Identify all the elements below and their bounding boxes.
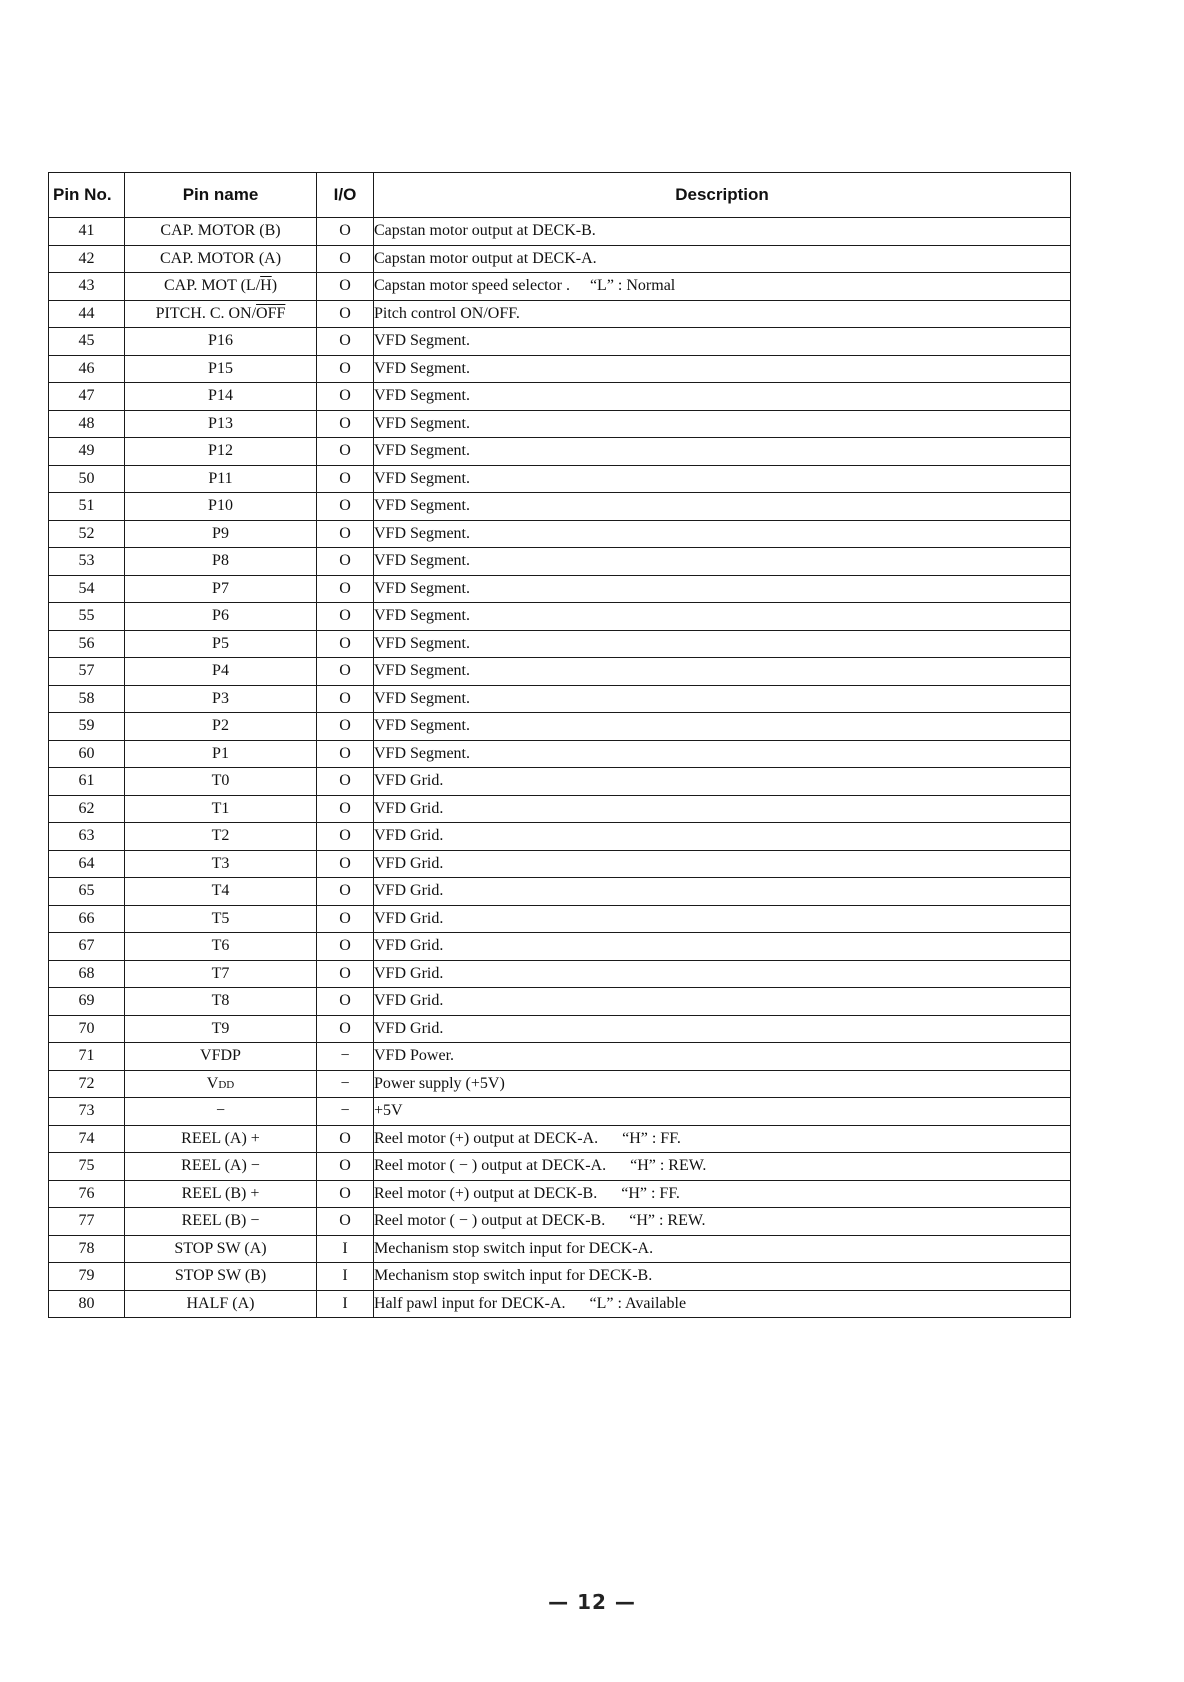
pin-number-cell: 42 [49,245,125,273]
pin-number-cell: 41 [49,218,125,246]
description-cell: VFD Segment. [374,520,1071,548]
description-cell: VFD Segment. [374,328,1071,356]
description-cell: VFD Segment. [374,575,1071,603]
description-cell: Mechanism stop switch input for DECK-B. [374,1263,1071,1291]
io-cell: O [317,658,374,686]
pin-name-cell: REEL (B) + [125,1180,317,1208]
pin-name-cell: STOP SW (A) [125,1235,317,1263]
description-cell: Capstan motor output at DECK-A. [374,245,1071,273]
table-row [49,850,1071,878]
io-cell: I [317,1290,374,1318]
header-pin-name: Pin name [125,173,317,218]
pin-name-cell: T9 [125,1015,317,1043]
table-row [49,960,1071,988]
io-cell: O [317,988,374,1016]
table-row [49,603,1071,631]
table-row [49,520,1071,548]
table-row [49,630,1071,658]
pin-name-overbar-text: $\overline{OFF}$ [256,304,286,322]
description-cell: VFD Grid. [374,988,1071,1016]
header-description: Description [374,173,1071,218]
io-cell: O [317,300,374,328]
description-cell: VFD Grid. [374,960,1071,988]
pin-number-cell: 78 [49,1235,125,1263]
pin-name-text: V [206,1074,219,1092]
pin-name-cell: T4 [125,878,317,906]
io-cell: O [317,1015,374,1043]
pin-number-cell: 70 [49,1015,125,1043]
pin-number-cell: 73 [49,1098,125,1126]
description-cell: Mechanism stop switch input for DECK-A. [374,1235,1071,1263]
pin-number-cell: 75 [49,1153,125,1181]
pin-name-cell: CAP. MOTOR (B) [125,218,317,246]
pin-name-cell: P14 [125,383,317,411]
pin-number-cell: 58 [49,685,125,713]
pin-number-cell: 69 [49,988,125,1016]
description-cell: Capstan motor output at DECK-B. [374,218,1071,246]
pin-name-cell: T8 [125,988,317,1016]
io-cell: − [317,1098,374,1126]
pin-name-cell: P9 [125,520,317,548]
table-row [49,905,1071,933]
table-row [49,1070,1071,1098]
io-cell: O [317,1153,374,1181]
pin-number-cell: 76 [49,1180,125,1208]
description-cell: +5V [374,1098,1071,1126]
description-cell: VFD Segment. [374,355,1071,383]
page-number: — 12 — [548,1590,636,1614]
table-row [49,1125,1071,1153]
table-row [49,355,1071,383]
pin-name-cell: P6 [125,603,317,631]
pin-name-cell: T6 [125,933,317,961]
description-cell: VFD Grid. [374,905,1071,933]
header-pin-no: Pin No. [49,173,125,218]
table-row [49,740,1071,768]
description-cell: VFD Grid. [374,850,1071,878]
io-cell: O [317,410,374,438]
table-row [49,438,1071,466]
io-cell: O [317,355,374,383]
io-cell: O [317,520,374,548]
description-cell: VFD Segment. [374,603,1071,631]
table-row [49,300,1071,328]
table-row [49,1015,1071,1043]
description-cell: VFD Segment. [374,713,1071,741]
description-cell: VFD Segment. [374,465,1071,493]
description-cell: Pitch control ON/OFF. [374,300,1071,328]
pin-number-cell: 61 [49,768,125,796]
pin-number-cell: 44 [49,300,125,328]
table-row [49,328,1071,356]
table-row [49,1208,1071,1236]
table-row [49,713,1071,741]
pin-number-cell: 53 [49,548,125,576]
table-row [49,493,1071,521]
pin-name-cell: P3 [125,685,317,713]
io-cell: O [317,960,374,988]
pin-name-cell: REEL (A) − [125,1153,317,1181]
pin-number-cell: 77 [49,1208,125,1236]
pin-number-cell: 51 [49,493,125,521]
table-row [49,823,1071,851]
description-cell: VFD Grid. [374,878,1071,906]
pin-table [48,172,1071,1318]
table-header-row [49,173,1071,218]
pin-name-cell: REEL (B) − [125,1208,317,1236]
pin-number-cell: 72 [49,1070,125,1098]
pin-number-cell: 59 [49,713,125,741]
io-cell: O [317,218,374,246]
io-cell: O [317,603,374,631]
pin-number-cell: 66 [49,905,125,933]
pin-name-cell: T7 [125,960,317,988]
pin-number-cell: 79 [49,1263,125,1291]
pin-number-cell: 55 [49,603,125,631]
description-cell: VFD Segment. [374,740,1071,768]
description-cell: VFD Segment. [374,658,1071,686]
pin-number-cell: 68 [49,960,125,988]
description-cell: Reel motor ( − ) output at DECK-B. “H” : REW. [374,1208,1071,1236]
pin-name-cell [125,1070,317,1098]
pin-name-cell: P15 [125,355,317,383]
io-cell: O [317,273,374,301]
pin-name-cell: REEL (A) + [125,1125,317,1153]
description-cell: Reel motor ( − ) output at DECK-A. “H” : REW. [374,1153,1071,1181]
table-row [49,1235,1071,1263]
table-row [49,1043,1071,1071]
io-cell: I [317,1263,374,1291]
table-row [49,933,1071,961]
io-cell: O [317,438,374,466]
io-cell: O [317,1125,374,1153]
table-row [49,548,1071,576]
table-row [49,878,1071,906]
pin-name-cell: P5 [125,630,317,658]
io-cell: O [317,795,374,823]
header-io: I/O [317,173,374,218]
pin-number-cell: 52 [49,520,125,548]
table-row [49,795,1071,823]
table-row [49,1290,1071,1318]
pin-name-cell [125,273,317,301]
pin-name-cell [125,300,317,328]
description-cell: Reel motor (+) output at DECK-A. “H” : FF. [374,1125,1071,1153]
table-row [49,575,1071,603]
pin-name-text: CAP. MOT (L/ [163,277,261,295]
pin-name-cell: P4 [125,658,317,686]
pin-name-cell: P12 [125,438,317,466]
io-cell: O [317,933,374,961]
pin-number-cell: 60 [49,740,125,768]
pin-name-cell: P11 [125,465,317,493]
description-cell: VFD Grid. [374,1015,1071,1043]
table-row [49,410,1071,438]
description-cell: Power supply (+5V) [374,1070,1071,1098]
description-cell: VFD Grid. [374,823,1071,851]
description-cell: VFD Segment. [374,410,1071,438]
io-cell: O [317,328,374,356]
pin-name-cell: T2 [125,823,317,851]
description-cell: VFD Power. [374,1043,1071,1071]
io-cell: O [317,245,374,273]
pin-name-cell: T0 [125,768,317,796]
description-cell: VFD Segment. [374,685,1071,713]
pin-name-subscript-text: DD [218,1078,235,1091]
description-cell: VFD Grid. [374,795,1071,823]
description-cell: Capstan motor speed selector . “L” : Normal [374,273,1071,301]
pin-number-cell: 67 [49,933,125,961]
table-row [49,383,1071,411]
pin-number-cell: 63 [49,823,125,851]
pin-name-cell: P13 [125,410,317,438]
pin-number-cell: 45 [49,328,125,356]
pin-name-cell: P8 [125,548,317,576]
table-row [49,1153,1071,1181]
pin-name-cell: STOP SW (B) [125,1263,317,1291]
io-cell: I [317,1235,374,1263]
table-row [49,768,1071,796]
table-row [49,465,1071,493]
description-cell: Reel motor (+) output at DECK-B. “H” : FF. [374,1180,1071,1208]
pin-number-cell: 48 [49,410,125,438]
pin-number-cell: 54 [49,575,125,603]
pin-number-cell: 57 [49,658,125,686]
io-cell: − [317,1043,374,1071]
table-row [49,1263,1071,1291]
io-cell: O [317,850,374,878]
pin-name-cell: T5 [125,905,317,933]
io-cell: O [317,1208,374,1236]
io-cell: − [317,1070,374,1098]
pin-name-cell: − [125,1098,317,1126]
io-cell: O [317,575,374,603]
io-cell: O [317,630,374,658]
description-cell: Half pawl input for DECK-A. “L” : Available [374,1290,1071,1318]
pin-name-cell: CAP. MOTOR (A) [125,245,317,273]
pin-name-cell: P16 [125,328,317,356]
pin-name-cell: P2 [125,713,317,741]
pin-number-cell: 50 [49,465,125,493]
table-row [49,218,1071,246]
io-cell: O [317,465,374,493]
pin-number-cell: 47 [49,383,125,411]
description-cell: VFD Grid. [374,768,1071,796]
io-cell: O [317,685,374,713]
pin-number-cell: 80 [49,1290,125,1318]
pin-number-cell: 43 [49,273,125,301]
io-cell: O [317,740,374,768]
description-cell: VFD Grid. [374,933,1071,961]
description-cell: VFD Segment. [374,630,1071,658]
table-row [49,273,1071,301]
pin-name-text: PITCH. C. ON/ [155,304,257,322]
table-body [49,218,1071,1318]
pin-number-cell: 56 [49,630,125,658]
pin-name-cell: T1 [125,795,317,823]
pin-name-cell: VFDP [125,1043,317,1071]
pin-name-cell: T3 [125,850,317,878]
pin-name-cell: P7 [125,575,317,603]
io-cell: O [317,823,374,851]
table-row [49,658,1071,686]
pin-number-cell: 71 [49,1043,125,1071]
pin-name-cell: P10 [125,493,317,521]
table-row [49,245,1071,273]
pin-number-cell: 64 [49,850,125,878]
pin-name-overbar-text: $\overline{H}$ [260,277,272,295]
pin-number-cell: 46 [49,355,125,383]
io-cell: O [317,878,374,906]
pin-number-cell: 49 [49,438,125,466]
io-cell: O [317,713,374,741]
table-row [49,988,1071,1016]
description-cell: VFD Segment. [374,438,1071,466]
pin-name-text-suffix: ) [271,277,278,295]
table-row [49,685,1071,713]
pin-number-cell: 62 [49,795,125,823]
pin-name-cell: HALF (A) [125,1290,317,1318]
table-row [49,1180,1071,1208]
io-cell: O [317,383,374,411]
description-cell: VFD Segment. [374,493,1071,521]
table-row [49,1098,1071,1126]
pin-name-cell: P1 [125,740,317,768]
io-cell: O [317,493,374,521]
io-cell: O [317,768,374,796]
description-cell: VFD Segment. [374,548,1071,576]
description-cell: VFD Segment. [374,383,1071,411]
pin-number-cell: 65 [49,878,125,906]
io-cell: O [317,1180,374,1208]
io-cell: O [317,905,374,933]
pin-number-cell: 74 [49,1125,125,1153]
io-cell: O [317,548,374,576]
